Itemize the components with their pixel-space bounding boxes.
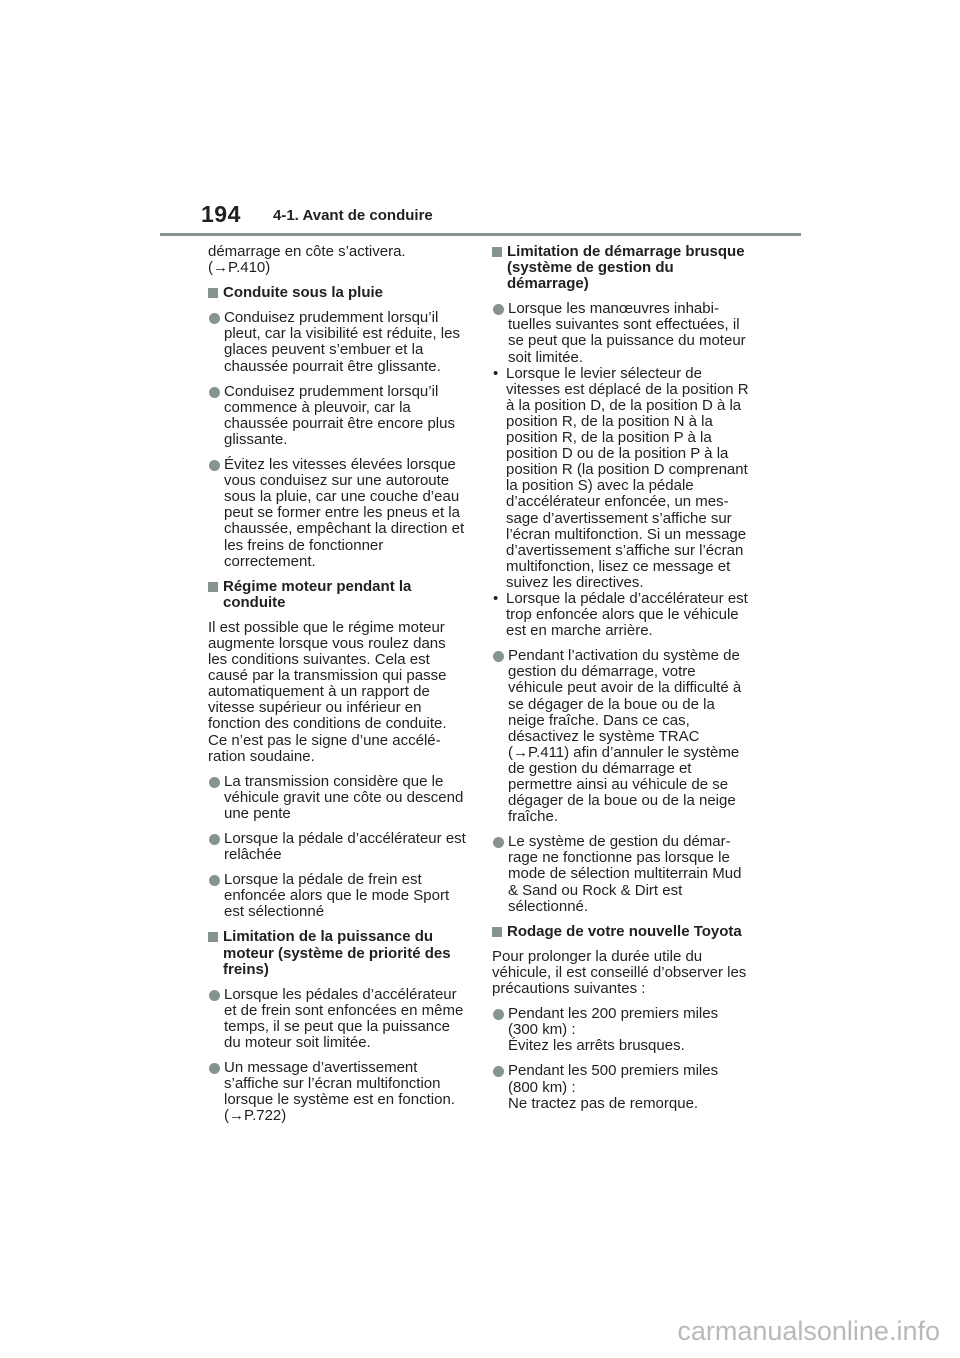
circle-bullet-icon (493, 304, 504, 315)
sub-list-item: • Lorsque le levier sélecteur de vitesses est déplacé de la position R à la position D, de la position D à la position R, de la position N à la position R, de la position P à la position D ou de la position P à la position R (la position D comprenant la position S) avec la pédale d’accélérateur enfoncée, un message d’avertissement s’affiche sur l’écran multifonction. Si un message d’avertissement s’affiche sur l’écran multifonction, lisez ce message et suivez les directives. (493, 364, 749, 591)
sub-list-item: • Lorsque la pédale d’accélérateur est trop enfoncée alors que le véhicule est en marche arrière. (493, 589, 748, 640)
list-item: Lorsque la pédale de frein est enfoncée alors que le mode Sport est sélectionné (208, 872, 468, 920)
circle-bullet-icon (209, 387, 220, 398)
square-bullet-icon (492, 247, 502, 257)
list-item: Lorsque la pédale d’accélérateur est relâchée (208, 831, 468, 863)
list-item: Lorsque les manœuvres inhabituelles suivantes sont effectuées, il se peut que la puissance du moteur soit limitée. (492, 301, 754, 365)
circle-bullet-icon (209, 777, 220, 788)
square-bullet-icon (492, 927, 502, 937)
heading-start-control: Limitation de démarrage brusque (système de gestion du démarrage) (492, 244, 754, 292)
list-item: Pendant les 200 premiers miles (300 km) : Évitez les arrêts brusques. (492, 1006, 754, 1054)
circle-bullet-icon (209, 313, 220, 324)
circle-bullet-icon (209, 460, 220, 471)
list-item: Un message d’avertissement s’affiche sur l’écran multifonction lorsque le système est en fonction. (→P.722) (208, 1060, 468, 1124)
list-item: Pendant les 500 premiers miles (800 km) : Ne tractez pas de remorque. (492, 1063, 754, 1111)
list-item: Le système de gestion du démarrage ne fonctionne pas lorsque le mode de sélection multiterrain Mud & Sand ou Rock & Dirt est sélectionné. (492, 834, 754, 914)
list-item: Évitez les vitesses élevées lorsque vous conduisez sur une autoroute sous la pluie, car une couche d’eau peut se former entre les pneus et la chaussée, empêchant la direction et les freins de fonctionner correctement. (208, 457, 468, 570)
heading-break-in: Rodage de votre nouvelle Toyota (492, 924, 754, 940)
circle-bullet-icon (209, 834, 220, 845)
square-bullet-icon (208, 288, 218, 298)
square-bullet-icon (208, 582, 218, 592)
list-item: Lorsque les pédales d’accélérateur et de frein sont enfoncées en même temps, il se peut que la puissance du moteur soit limitée. (208, 987, 468, 1051)
list-item: Pendant l’activation du système de gestion du démarrage, votre véhicule peut avoir de la difficulté à se dégager de la boue ou de la neige fraîche. Dans ce cas, désactivez le système TRAC (→P.411) afin d’annuler le système de gestion du démarrage et permettre ainsi au véhicule de se dégager de la boue ou de la neige fraîche. (492, 648, 754, 825)
section-title: 4-1. Avant de conduire (273, 207, 433, 224)
list-item: Conduisez prudemment lorsqu’il pleut, car la visibilité est réduite, les glaces peuvent s’embuer et la chaussée pourrait être glissante. (208, 310, 468, 374)
circle-bullet-icon (493, 651, 504, 662)
right-column (492, 244, 754, 1121)
break-in-text: Pour prolonger la durée utile du véhicule, il est conseillé d’observer les précautions suivantes : (492, 947, 747, 998)
heading-rain: Conduite sous la pluie (208, 285, 468, 301)
list-item: La transmission considère que le véhicule gravit une côte ou descend une pente (208, 774, 468, 822)
circle-bullet-icon (493, 1009, 504, 1020)
circle-bullet-icon (209, 1063, 220, 1074)
watermark-link[interactable]: carmanualsonline.info (677, 1316, 940, 1346)
left-column (208, 244, 468, 1134)
page-number: 194 (201, 201, 241, 227)
intro-text: démarrage en côte s’activera. (→P.410) (208, 243, 406, 277)
circle-bullet-icon (493, 837, 504, 848)
square-bullet-icon (208, 932, 218, 942)
header-rule (160, 233, 801, 236)
heading-power-limit: Limitation de la puissance du moteur (système de priorité des freins) (208, 929, 468, 977)
circle-bullet-icon (493, 1066, 504, 1077)
heading-engine-speed: Régime moteur pendant la conduite (208, 579, 468, 611)
list-item: Conduisez prudemment lorsqu’il commence à pleuvoir, car la chaussée pourrait être encore plus glissante. (208, 384, 468, 448)
engine-speed-text: Il est possible que le régime moteur augmente lorsque vous roulez dans les conditions suivantes. Cela est causé par la transmission qui passe automatiquement à un rapport de vitesse supérieur ou inférieur en fonction des conditions de conduite. Ce n’est pas le signe d’une accélération soudaine. (208, 618, 447, 765)
circle-bullet-icon (209, 990, 220, 1001)
circle-bullet-icon (209, 875, 220, 886)
